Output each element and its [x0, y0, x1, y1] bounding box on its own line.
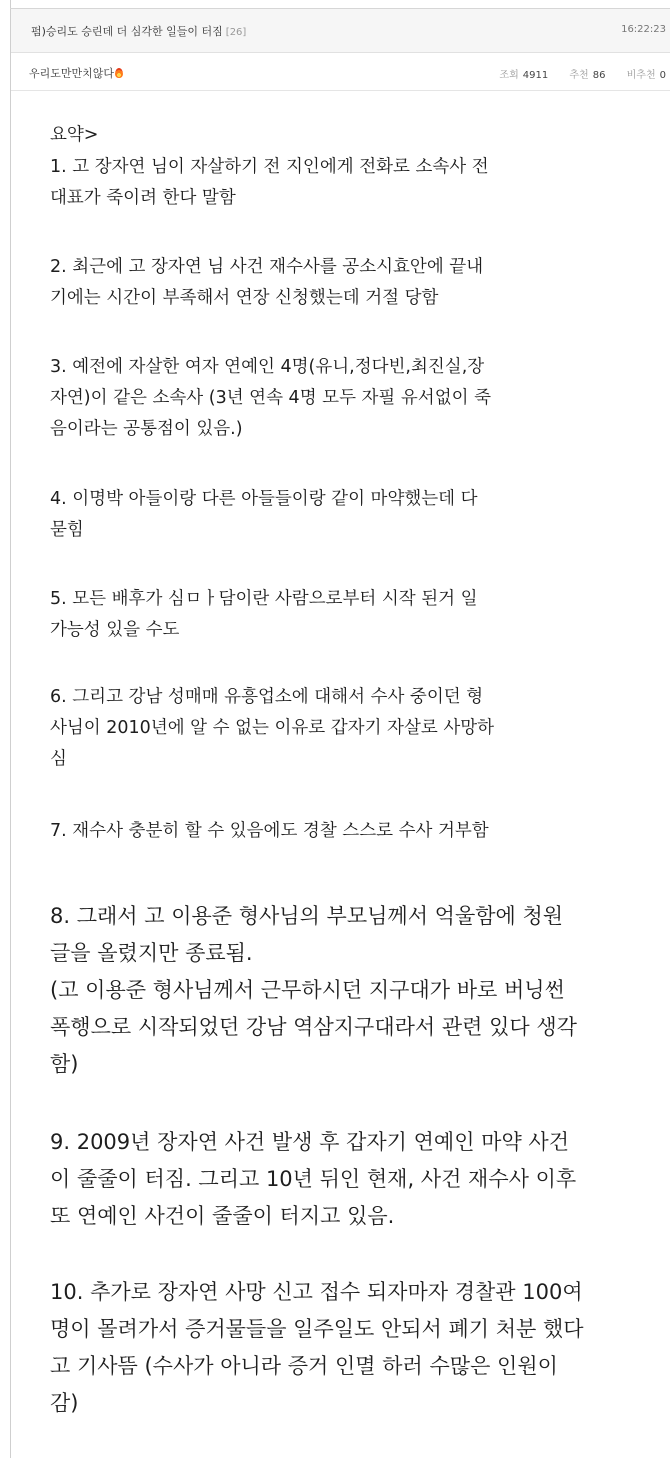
comment-count[interactable]: [26] — [225, 27, 247, 38]
author-name[interactable]: 우리도만만치않다 — [29, 67, 115, 80]
summary-item-3 — [50, 352, 491, 445]
summary-item-line: 글을 올렸지만 종료됨. — [50, 941, 253, 965]
summary-item-line: 감) — [50, 1391, 79, 1415]
recommend-count: 86 — [592, 70, 606, 81]
fire-icon — [115, 68, 123, 78]
summary-item-line: 가능성 있을 수도 — [50, 620, 180, 640]
views-label: 조회 — [499, 70, 519, 81]
post-stats — [481, 66, 666, 81]
summary-item-line: 4. 이명박 아들이랑 다른 아들들이랑 같이 마약했는데 다 — [50, 489, 478, 509]
summary-item-line: (고 이용준 형사님께서 근무하시던 지구대가 바로 버닝썬 — [50, 978, 565, 1002]
summary-item-line: 9. 2009년 장자연 사건 발생 후 갑자기 연예인 마약 사건 — [50, 1130, 569, 1154]
summary-item-line: 심 — [50, 749, 67, 769]
summary-item-4 — [50, 484, 478, 546]
not-recommend-label: 비추천 — [626, 70, 656, 81]
summary-item-1 — [50, 152, 489, 214]
summary-item-7 — [50, 816, 489, 847]
summary-item-line: 2. 최근에 고 장자연 님 사건 재수사를 공소시효안에 끝내 — [50, 257, 484, 277]
summary-item-line: 함) — [50, 1052, 79, 1076]
summary-item-2 — [50, 252, 483, 314]
summary-item-6 — [50, 682, 494, 775]
summary-item-9 — [50, 1124, 576, 1235]
recommend-stat — [569, 70, 605, 81]
summary-heading: 요약> — [50, 125, 99, 145]
summary-item-line: 음이라는 공통점이 있음.) — [50, 419, 243, 439]
views-stat — [499, 70, 548, 81]
post-title-text[interactable]: 펌)승리도 승린데 더 심각한 일들이 터짐 — [31, 25, 223, 38]
not-recommend-stat — [627, 70, 666, 81]
views-count: 4911 — [522, 70, 549, 81]
summary-item-line: 8. 그래서 고 이용준 형사님의 부모님께서 억울함에 청원 — [50, 904, 564, 928]
summary-item-line: 명이 몰려가서 증거물들을 일주일도 안되서 폐기 처분 했다 — [50, 1317, 584, 1341]
summary-item-line: 6. 그리고 강남 성매매 유흥업소에 대해서 수사 중이던 형 — [50, 687, 484, 707]
summary-item-line: 묻힘 — [50, 520, 84, 540]
summary-item-line: 고 기사뜸 (수사가 아니라 증거 인멸 하러 수많은 인원이 — [50, 1354, 558, 1378]
summary-item-line: 대표가 죽이려 한다 말함 — [50, 188, 236, 208]
summary-item-line: 5. 모든 배후가 심ㅁㅏ담이란 사람으로부터 시작 된거 일 — [50, 589, 478, 609]
recommend-label: 추천 — [569, 70, 589, 81]
summary-item-line: 7. 재수사 충분히 할 수 있음에도 경찰 스스로 수사 거부함 — [50, 821, 489, 841]
summary-item-line: 1. 고 장자연 님이 자살하기 전 지인에게 전화로 소속사 전 — [50, 157, 489, 177]
author[interactable] — [29, 65, 123, 81]
summary-item-5 — [50, 584, 478, 646]
post-title[interactable] — [31, 23, 246, 39]
post-meta — [11, 53, 670, 91]
not-recommend-count: 0 — [659, 70, 666, 81]
post-header — [11, 9, 670, 53]
summary-item-line: 자연)이 같은 소속사 (3년 연속 4명 모두 자필 유서없이 죽 — [50, 388, 491, 408]
summary-item-line: 또 연예인 사건이 줄줄이 터지고 있음. — [50, 1204, 395, 1228]
summary-item-line: 폭행으로 시작되었던 강남 역삼지구대라서 관련 있다 생각 — [50, 1015, 577, 1039]
summary-item-10 — [50, 1274, 584, 1422]
summary-item-line: 10. 추가로 장자연 사망 신고 접수 되자마자 경찰관 100여 — [50, 1280, 583, 1304]
frame-border-left — [10, 0, 11, 1458]
summary-item-line: 이 줄줄이 터짐. 그리고 10년 뒤인 현재, 사건 재수사 이후 — [50, 1167, 577, 1191]
summary-item-line: 기에는 시간이 부족해서 연장 신청했는데 거절 당함 — [50, 288, 439, 308]
summary-item-line: 3. 예전에 자살한 여자 연예인 4명(유니,정다빈,최진실,장 — [50, 357, 485, 377]
summary-item-line: 사님이 2010년에 알 수 없는 이유로 갑자기 자살로 사망하 — [50, 718, 495, 738]
post-content — [50, 120, 660, 1415]
summary-item-8 — [50, 898, 577, 1083]
post-time: 16:22:23 — [621, 24, 666, 35]
